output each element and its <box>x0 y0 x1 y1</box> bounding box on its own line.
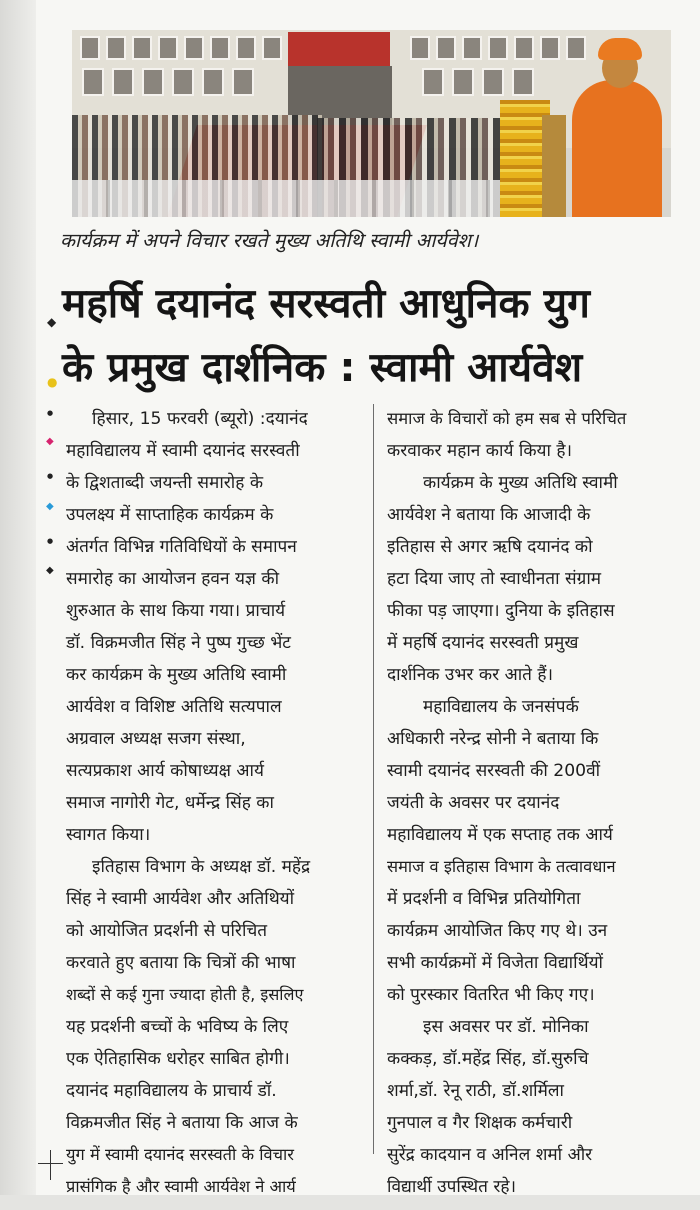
article-line: कक्कड़, डॉ.महेंद्र सिंह, डॉ.सुरुचि <box>387 1049 589 1069</box>
article-line: यह प्रदर्शनी बच्चों के भविष्य के लिए <box>66 1017 289 1037</box>
article-line: समारोह का आयोजन हवन यज्ञ की <box>66 569 280 589</box>
article-line: सत्यप्रकाश आर्य कोषाध्यक्ष आर्य <box>66 761 264 781</box>
wall-frame <box>202 68 224 96</box>
wall-frame <box>410 36 430 60</box>
article-line: हटा दिया जाए तो स्वाधीनता संग्राम <box>387 569 602 589</box>
article-line: जयंती के अवसर पर दयानंद <box>387 793 560 813</box>
margin-bullet: ◆ <box>46 501 54 512</box>
article-line: अंतर्गत विभिन्न गतिविधियों के समापन <box>66 537 297 557</box>
article-line: डॉ. विक्रमजीत सिंह ने पुष्प गुच्छ भेंट <box>66 633 291 653</box>
podium <box>542 115 566 217</box>
article-line: दार्शनिक उभर कर आते हैं। <box>387 665 554 685</box>
wall-frame <box>172 68 194 96</box>
article-line: शर्मा,डॉ. रेनू राठी, डॉ.शर्मिला <box>387 1081 564 1101</box>
wall-frame <box>112 68 134 96</box>
page-gutter-shadow <box>0 0 36 1210</box>
article-line: समाज नागोरी गेट, धर्मेन्द्र सिंह का <box>66 793 274 813</box>
wall-frame <box>106 36 126 60</box>
margin-bullet: ◆ <box>46 565 54 576</box>
article-line: महाविद्यालय में एक सप्ताह तक आर्य <box>387 825 613 845</box>
article-line: शुरुआत के साथ किया गया। प्राचार्य <box>66 601 286 621</box>
article-line: करवाते हुए बताया कि चित्रों की भाषा <box>66 953 296 973</box>
margin-bullet: ◆ <box>47 315 57 329</box>
article-line: को पुरस्कार वितरित भी किए गए। <box>387 985 595 1005</box>
article-line: के द्विशताब्दी जयन्ती समारोह के <box>66 473 264 493</box>
wall-frame <box>184 36 204 60</box>
article-line: समाज व इतिहास विभाग के तत्वावधान <box>387 857 616 876</box>
article-line: महाविद्यालय के जनसंपर्क <box>423 697 579 717</box>
crop-mark <box>50 1150 51 1180</box>
article-line: दयानंद महाविद्यालय के प्राचार्य डॉ. <box>66 1081 277 1101</box>
wall-frame <box>158 36 178 60</box>
article-line: उपलक्ष्य में साप्ताहिक कार्यक्रम के <box>66 505 274 525</box>
article-line: अग्रवाल अध्यक्ष सजग संस्था, <box>66 729 246 749</box>
wall-frame <box>566 36 586 60</box>
wall-frame <box>462 36 482 60</box>
wall-frame <box>436 36 456 60</box>
article-line: आर्यवेश व विशिष्ट अतिथि सत्यपाल <box>66 697 282 717</box>
article-line: फीका पड़ जाएगा। दुनिया के इतिहास <box>387 601 615 621</box>
wall-frame <box>422 68 444 96</box>
wall-frame <box>82 68 104 96</box>
wall-frame <box>232 68 254 96</box>
article-line: इस अवसर पर डॉ. मोनिका <box>423 1017 589 1037</box>
headline-line-2: के प्रमुख दार्शनिक : स्वामी आर्यवेश <box>62 343 583 391</box>
white-chairs <box>72 180 522 217</box>
headline-line-1: महर्षि दयानंद सरस्वती आधुनिक युग <box>62 279 590 327</box>
speaker-figure <box>572 80 662 217</box>
article-line: कार्यक्रम आयोजित किए गए थे। उन <box>387 921 608 941</box>
article-line: कार्यक्रम के मुख्य अतिथि स्वामी <box>423 473 618 493</box>
speaker-turban <box>598 38 642 60</box>
article-line: विक्रमजीत सिंह ने बताया कि आज के <box>66 1113 298 1133</box>
margin-bullet: ◆ <box>46 436 54 447</box>
article-line: को आयोजित प्रदर्शनी से परिचित <box>66 921 268 941</box>
article-line: अधिकारी नरेन्द्र सोनी ने बताया कि <box>387 729 599 749</box>
article-line: सुरेंद्र कादयान व अनिल शर्मा और <box>387 1145 593 1165</box>
wall-frame <box>236 36 256 60</box>
article-line: इतिहास से अगर ऋषि दयानंद को <box>387 537 593 557</box>
wall-frame <box>514 36 534 60</box>
article-line: समाज के विचारों को हम सब से परिचित <box>387 409 627 428</box>
column-divider <box>373 404 374 1154</box>
article-line: सभी कार्यक्रमों में विजेता विद्यार्थियों <box>387 953 603 973</box>
margin-bullet: ● <box>47 537 54 545</box>
article-line: करवाकर महान कार्य किया है। <box>387 441 573 461</box>
photo-caption: कार्यक्रम में अपने विचार रखते मुख्य अतिथि स्वामी आर्यवेश। <box>60 229 479 252</box>
wall-frame <box>142 68 164 96</box>
article-line: स्वामी दयानंद सरस्वती की 200वीं <box>387 761 601 781</box>
article-line: युग में स्वामी दयानंद सरस्वती के विचार <box>66 1145 294 1164</box>
article-line: शब्दों से कई गुना ज्यादा होती है, इसलिए <box>66 985 304 1004</box>
margin-bullet: ● <box>47 409 54 417</box>
wall-frame <box>540 36 560 60</box>
article-line: गुनपाल व गैर शिक्षक कर्मचारी <box>387 1113 573 1133</box>
article-line: स्वागत किया। <box>66 825 151 845</box>
wall-frame <box>512 68 534 96</box>
article-line: हिसार, 15 फरवरी (ब्यूरो) :दयानंद <box>92 409 308 429</box>
article-line: प्रासंगिक है और स्वामी आर्यवेश ने आर्य <box>66 1177 296 1196</box>
article-line: महाविद्यालय में स्वामी दयानंद सरस्वती <box>66 441 300 461</box>
margin-bullet: ● <box>47 472 54 480</box>
article-line: में प्रदर्शनी व विभिन्न प्रतियोगिता <box>387 889 581 909</box>
article-line: कर कार्यक्रम के मुख्य अतिथि स्वामी <box>66 665 287 685</box>
wall-frame <box>262 36 282 60</box>
wall-frame <box>80 36 100 60</box>
event-photo <box>72 30 671 217</box>
article-line: आर्यवेश ने बताया कि आजादी के <box>387 505 591 525</box>
wall-frame <box>210 36 230 60</box>
wall-frame <box>488 36 508 60</box>
stage-banner <box>288 32 390 66</box>
article-line: सिंह ने स्वामी आर्यवेश और अतिथियों <box>66 889 295 909</box>
article-line: एक ऐतिहासिक धरोहर साबित होगी। <box>66 1049 290 1069</box>
article-line: इतिहास विभाग के अध्यक्ष डॉ. महेंद्र <box>92 857 311 877</box>
article-line: में महर्षि दयानंद सरस्वती प्रमुख <box>387 633 579 653</box>
wall-frame <box>452 68 474 96</box>
article-line: विद्यार्थी उपस्थित रहे। <box>387 1177 517 1197</box>
wall-frame <box>132 36 152 60</box>
wall-frame <box>482 68 504 96</box>
margin-bullet: ● <box>47 375 58 389</box>
